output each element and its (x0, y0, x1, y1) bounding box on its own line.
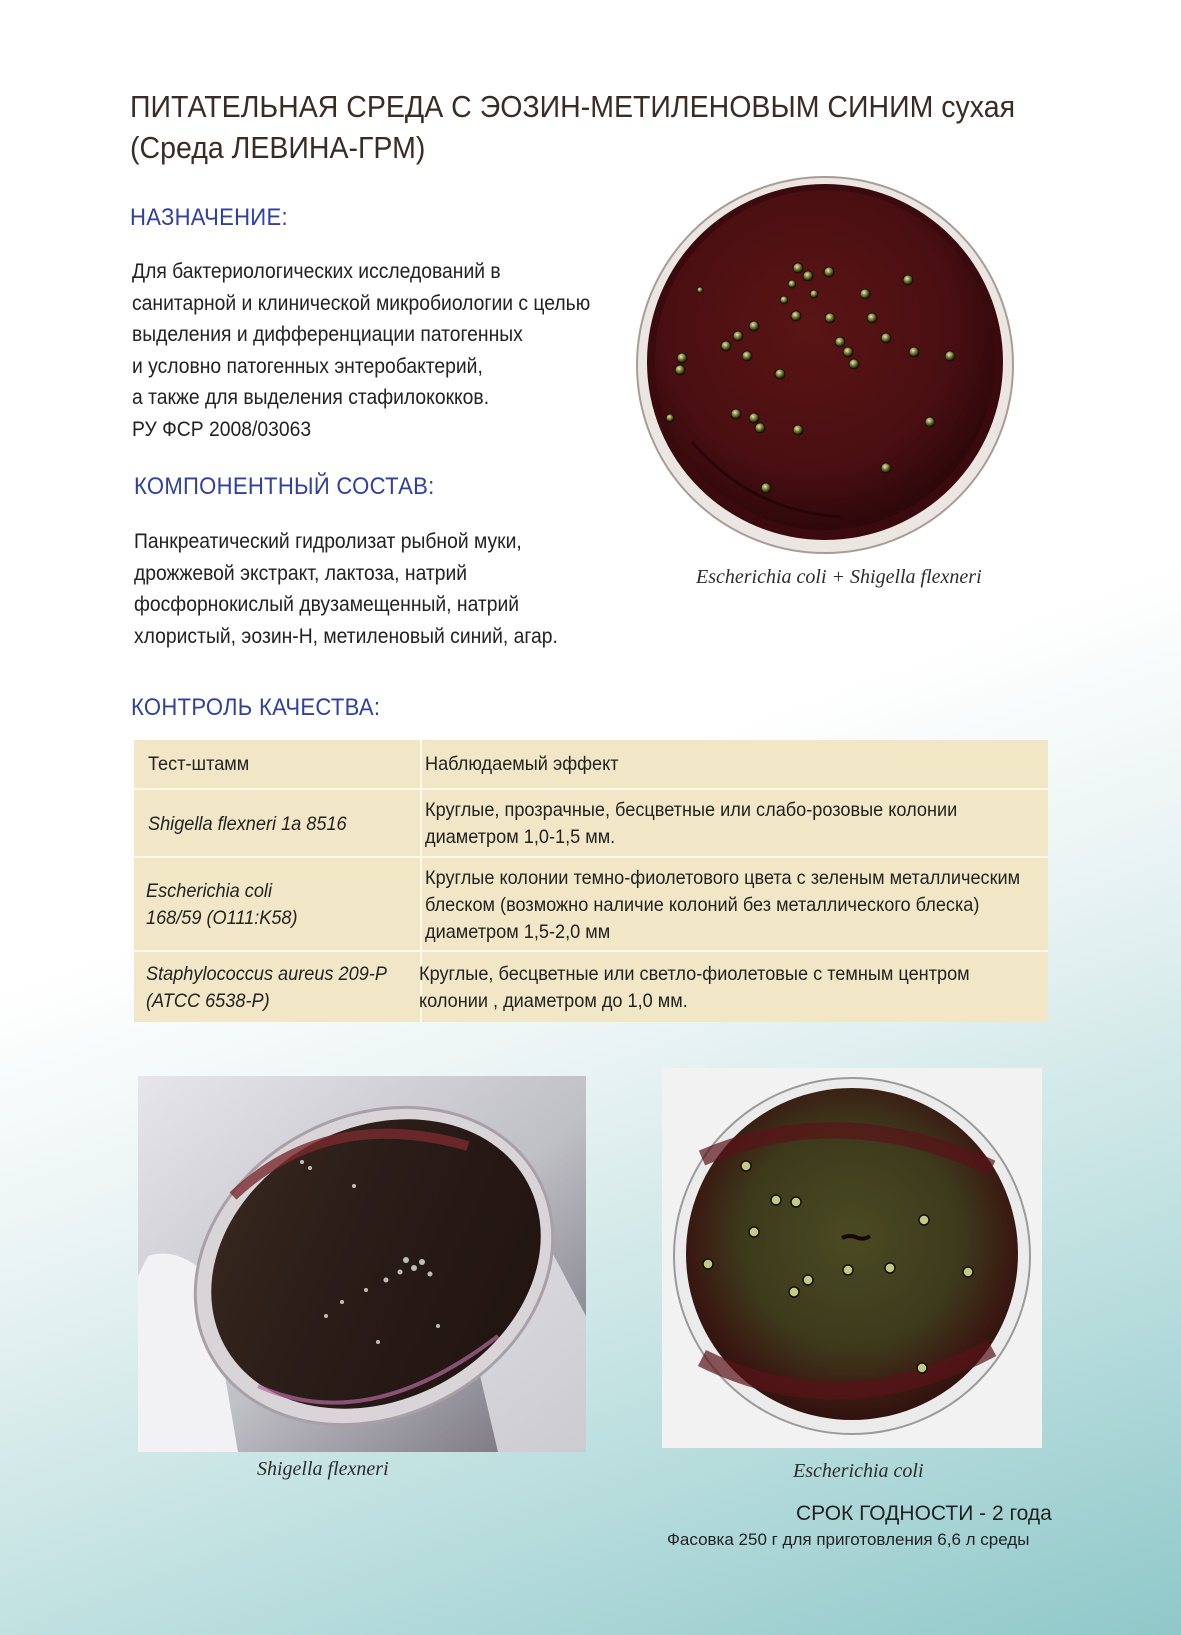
strain-line: (ATCC 6538-P) (146, 990, 270, 1012)
header-strain: Тест-штамм (148, 752, 250, 775)
strain-line: Staphylococcus aureus 209-P (146, 963, 387, 985)
effect-cell (419, 952, 1045, 1024)
effect-line: Круглые колонии темно-фиолетового цвета с зеленым металлическим (425, 866, 1021, 889)
petri-dish-photo-top (632, 172, 1018, 558)
composition-heading: КОМПОНЕНТНЫЙ СОСТАВ: (134, 473, 435, 500)
purpose-heading: НАЗНАЧЕНИЕ: (130, 204, 288, 231)
effect-line: диаметром 1,0-1,5 мм. (425, 826, 616, 848)
effect-line: Круглые, прозрачные, бесцветные или слабо-розовые колонии (425, 799, 958, 821)
strain-line: Shigella flexneri 1a 8516 (148, 812, 347, 835)
composition-line: фосфорнокислый двузамещенный, натрий (134, 593, 520, 616)
composition-line: дрожжевой экстракт, лактоза, натрий (134, 561, 468, 585)
effect-line: Круглые, бесцветные или светло-фиолетовые с темным центром (419, 963, 970, 985)
ecoli-dish-photo (662, 1068, 1042, 1448)
header-strain-cell (142, 740, 404, 788)
effect-line: диаметром 1,5-2,0 мм (425, 920, 611, 943)
composition-line: хлористый, эозин-Н, метиленовый синий, агар. (134, 624, 558, 648)
title-line-1: ПИТАТЕЛЬНАЯ СРЕДА С ЭОЗИН-МЕТИЛЕНОВЫМ СИНИМ сухая (130, 89, 1016, 124)
packaging-info: Фасовка 250 г для приготовления 6,6 л среды (667, 1530, 1030, 1549)
purpose-text (132, 256, 590, 445)
header-effect-cell (425, 740, 1045, 788)
purpose-line: РУ ФСР 2008/03063 (132, 417, 312, 441)
ecoli-caption: Escherichia coli (793, 1460, 924, 1482)
strain-cell (142, 858, 404, 952)
table-row (134, 856, 1048, 952)
effect-cell (425, 790, 1045, 858)
effect-line: колонии , диаметром до 1,0 мм. (419, 990, 688, 1012)
table-row (134, 788, 1048, 858)
strain-line: 168/59 (O111:K58) (146, 907, 298, 929)
strain-line: Escherichia coli (146, 880, 273, 902)
table-header-row (134, 740, 1048, 788)
shigella-dish-photo (138, 1076, 586, 1452)
strain-cell (142, 952, 404, 1024)
top-photo-caption: Escherichia coli + Shigella flexneri (696, 566, 982, 588)
purpose-line: санитарной и клинической микробиологии с целью (132, 291, 591, 315)
table-row (134, 950, 1048, 1024)
shigella-caption: Shigella flexneri (257, 1458, 389, 1480)
page-title (130, 86, 1016, 168)
purpose-line: выделения и дифференциации патогенных (132, 323, 523, 346)
quality-control-heading: КОНТРОЛЬ КАЧЕСТВА: (131, 694, 381, 721)
strain-cell (142, 790, 404, 858)
shelf-life: СРОК ГОДНОСТИ - 2 года (796, 1502, 1052, 1525)
purpose-line: а также для выделения стафилококков. (132, 386, 490, 409)
composition-text (134, 526, 558, 652)
purpose-line: и условно патогенных энтеробактерий, (132, 354, 483, 378)
quality-control-table (134, 740, 1048, 1022)
composition-line: Панкреатический гидролизат рыбной муки, (134, 530, 522, 553)
effect-line: блеском (возможно наличие колоний без металлического блеска) (425, 893, 980, 916)
effect-cell (425, 858, 1045, 952)
header-effect: Наблюдаемый эффект (425, 752, 619, 775)
purpose-line: Для бактериологических исследований в (132, 260, 501, 283)
title-line-2: (Среда ЛЕВИНА-ГРМ) (130, 130, 426, 165)
